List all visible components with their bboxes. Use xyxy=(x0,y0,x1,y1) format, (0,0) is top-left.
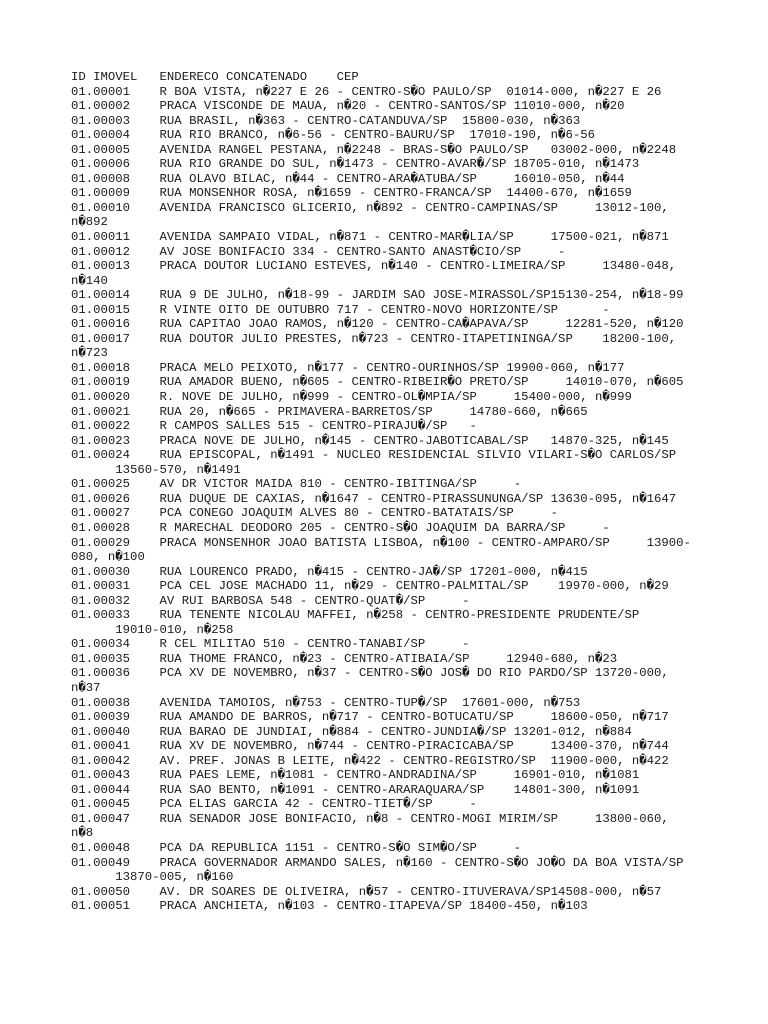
text-line: 19010-010, n�258 xyxy=(71,622,234,637)
text-line: 01.00050 AV. DR SOARES DE OLIVEIRA, n�57 - CENTRO-ITUVERAVA/SP14508-000, n�57 xyxy=(71,884,662,899)
text-line: 01.00051 PRACA ANCHIETA, n�103 - CENTRO-ITAPEVA/SP 18400-450, n�103 xyxy=(71,899,588,914)
document-body xyxy=(71,70,711,914)
text-line: 01.00002 PRACA VISCONDE DE MAUA, n�20 - CENTRO-SANTOS/SP 11010-000, n�20 xyxy=(71,99,625,114)
text-line: 01.00010 AVENIDA FRANCISCO GLICERIO, n�892 - CENTRO-CAMPINAS/SP 13012-100, xyxy=(71,200,669,215)
text-line: 01.00016 RUA CAPITAO JOAO RAMOS, n�120 - CENTRO-CA�APAVA/SP 12281-520, n�120 xyxy=(71,317,684,332)
text-line: 01.00011 AVENIDA SAMPAIO VIDAL, n�871 - CENTRO-MAR�LIA/SP 17500-021, n�871 xyxy=(71,230,669,245)
text-line: 01.00032 AV RUI BARBOSA 548 - CENTRO-QUAT�/SP - xyxy=(71,593,470,608)
text-line: 01.00004 RUA RIO BRANCO, n�6-56 - CENTRO-BAURU/SP 17010-190, n�6-56 xyxy=(71,128,595,143)
text-line: 01.00028 R MARECHAL DEODORO 205 - CENTRO-S�O JOAQUIM DA BARRA/SP - xyxy=(71,520,610,535)
text-line: 01.00008 RUA OLAVO BILAC, n�44 - CENTRO-ARA�ATUBA/SP 16010-050, n�44 xyxy=(71,171,625,186)
text-line: 01.00036 PCA XV DE NOVEMBRO, n�37 - CENTRO-S�O JOS� DO RIO PARDO/SP 13720-000, xyxy=(71,666,669,681)
text-line: 01.00027 PCA CONEGO JOAQUIM ALVES 80 - CENTRO-BATATAIS/SP - xyxy=(71,506,559,521)
text-line: 01.00039 RUA AMANDO DE BARROS, n�717 - CENTRO-BOTUCATU/SP 18600-050, n�717 xyxy=(71,710,669,725)
text-line: n�723 xyxy=(71,346,108,361)
text-line: 01.00043 RUA PAES LEME, n�1081 - CENTRO-ANDRADINA/SP 16901-010, n�1081 xyxy=(71,768,640,783)
text-line: 01.00024 RUA EPISCOPAL, n�1491 - NUCLEO RESIDENCIAL SILVIO VILARI-S�O CARLOS/SP xyxy=(71,448,677,463)
text-line: 01.00040 RUA BARAO DE JUNDIAI, n�884 - CENTRO-JUNDIA�/SP 13201-012, n�884 xyxy=(71,724,632,739)
text-line: 01.00003 RUA BRASIL, n�363 - CENTRO-CATANDUVA/SP 15800-030, n�363 xyxy=(71,113,581,128)
text-line: 01.00021 RUA 20, n�665 - PRIMAVERA-BARRETOS/SP 14780-660, n�665 xyxy=(71,404,588,419)
text-line: 01.00047 RUA SENADOR JOSE BONIFACIO, n�8 - CENTRO-MOGI MIRIM/SP 13800-060, xyxy=(71,811,669,826)
text-line: n�37 xyxy=(71,680,101,695)
text-line: 080, n�100 xyxy=(71,550,145,565)
text-line: 01.00012 AV JOSE BONIFACIO 334 - CENTRO-SANTO ANAST�CIO/SP - xyxy=(71,244,566,259)
text-line: 01.00001 R BOA VISTA, n�227 E 26 - CENTRO-S�O PAULO/SP 01014-000, n�227 E 26 xyxy=(71,84,662,99)
text-line: 01.00048 PCA DA REPUBLICA 1151 - CENTRO-S�O SIM�O/SP - xyxy=(71,840,522,855)
text-line: 01.00049 PRACA GOVERNADOR ARMANDO SALES, n�160 - CENTRO-S�O JO�O DA BOA VISTA/SP xyxy=(71,855,684,870)
text-line: n�140 xyxy=(71,273,108,288)
text-line: 01.00005 AVENIDA RANGEL PESTANA, n�2248 - BRAS-S�O PAULO/SP 03002-000, n�2248 xyxy=(71,142,677,157)
text-line: 01.00025 AV DR VICTOR MAIDA 810 - CENTRO-IBITINGA/SP - xyxy=(71,477,522,492)
text-line: 01.00026 RUA DUQUE DE CAXIAS, n�1647 - CENTRO-PIRASSUNUNGA/SP 13630-095, n�1647 xyxy=(71,491,677,506)
text-line: 01.00033 RUA TENENTE NICOLAU MAFFEI, n�258 - CENTRO-PRESIDENTE PRUDENTE/SP xyxy=(71,608,640,623)
text-line: 01.00044 RUA SAO BENTO, n�1091 - CENTRO-ARARAQUARA/SP 14801-300, n�1091 xyxy=(71,782,640,797)
text-line: 01.00019 RUA AMADOR BUENO, n�605 - CENTRO-RIBEIR�O PRETO/SP 14010-070, n�605 xyxy=(71,375,684,390)
text-line: 01.00038 AVENIDA TAMOIOS, n�753 - CENTRO-TUP�/SP 17601-000, n�753 xyxy=(71,695,581,710)
text-line: 01.00022 R CAMPOS SALLES 515 - CENTRO-PIRAJU�/SP - xyxy=(71,419,477,434)
text-line: 01.00006 RUA RIO GRANDE DO SUL, n�1473 - CENTRO-AVAR�/SP 18705-010, n�1473 xyxy=(71,157,640,172)
text-line: 01.00023 PRACA NOVE DE JULHO, n�145 - CENTRO-JABOTICABAL/SP 14870-325, n�145 xyxy=(71,433,669,448)
text-line: 01.00030 RUA LOURENCO PRADO, n�415 - CENTRO-JA�/SP 17201-000, n�415 xyxy=(71,564,588,579)
text-line: n�892 xyxy=(71,215,108,230)
text-line: 01.00042 AV. PREF. JONAS B LEITE, n�422 - CENTRO-REGISTRO/SP 11900-000, n�422 xyxy=(71,753,669,768)
text-line: 13560-570, n�1491 xyxy=(71,462,241,477)
text-line: 01.00020 R. NOVE DE JULHO, n�999 - CENTRO-OL�MPIA/SP 15400-000, n�999 xyxy=(71,390,632,405)
text-line: 01.00014 RUA 9 DE JULHO, n�18-99 - JARDIM SAO JOSE-MIRASSOL/SP15130-254, n�18-99 xyxy=(71,288,684,303)
text-line: 01.00031 PCA CEL JOSE MACHADO 11, n�29 - CENTRO-PALMITAL/SP 19970-000, n�29 xyxy=(71,579,669,594)
table-header-line: ID IMOVEL ENDERECO CONCATENADO CEP xyxy=(71,70,359,84)
text-line: 01.00029 PRACA MONSENHOR JOAO BATISTA LISBOA, n�100 - CENTRO-AMPARO/SP 13900- xyxy=(71,535,691,550)
text-line: 01.00034 R CEL MILITAO 510 - CENTRO-TANABI/SP - xyxy=(71,637,470,652)
text-line: 01.00045 PCA ELIAS GARCIA 42 - CENTRO-TIET�/SP - xyxy=(71,797,477,812)
text-line: 01.00009 RUA MONSENHOR ROSA, n�1659 - CENTRO-FRANCA/SP 14400-670, n�1659 xyxy=(71,186,632,201)
text-line: 01.00035 RUA THOME FRANCO, n�23 - CENTRO-ATIBAIA/SP 12940-680, n�23 xyxy=(71,651,618,666)
text-line: 01.00017 RUA DOUTOR JULIO PRESTES, n�723 - CENTRO-ITAPETININGA/SP 18200-100, xyxy=(71,331,677,346)
text-line: 01.00013 PRACA DOUTOR LUCIANO ESTEVES, n�140 - CENTRO-LIMEIRA/SP 13480-048, xyxy=(71,259,677,274)
text-line: 01.00015 R VINTE OITO DE OUTUBRO 717 - CENTRO-NOVO HORIZONTE/SP - xyxy=(71,302,610,317)
text-line: 01.00018 PRACA MELO PEIXOTO, n�177 - CENTRO-OURINHOS/SP 19900-060, n�177 xyxy=(71,360,625,375)
text-line: 13870-005, n�160 xyxy=(71,870,234,885)
text-line: 01.00041 RUA XV DE NOVEMBRO, n�744 - CENTRO-PIRACICABA/SP 13400-370, n�744 xyxy=(71,739,669,754)
text-line: n�8 xyxy=(71,826,94,841)
